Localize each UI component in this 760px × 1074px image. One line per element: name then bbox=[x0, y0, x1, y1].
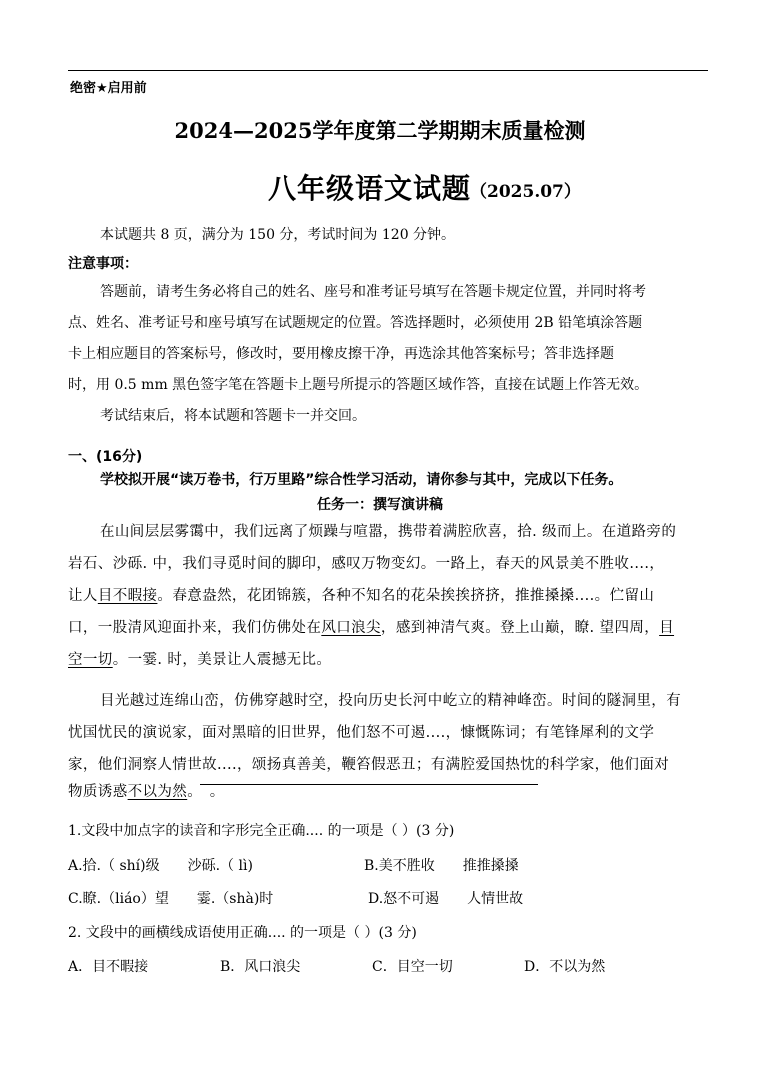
question-option: A.拾.（ shí)级 沙砾.（ lì) bbox=[68, 858, 253, 874]
essay-line: 在山间层层雾霭中，我们远离了烦躁与喧嚣，携带着满腔欣喜，拾. 级而上。在道路旁的 bbox=[100, 524, 677, 540]
question-option: B．风口浪尖 bbox=[220, 959, 301, 975]
essay-line: 家，他们洞察人情世故....，颂扬真善美，鞭笞假恶丑；有满腔爱国热忱的科学家，他们面对 bbox=[68, 757, 670, 773]
underlined-idiom: 目不暇接 bbox=[97, 588, 158, 604]
task-intro: 学校拟开展“读万卷书，行万里路”综合性学习活动，请你参与其中，完成以下任务。 bbox=[100, 472, 623, 488]
notice-line: 时，用 0.5 mm 黑色签字笔在答题卡上题号所提示的答题区域作答，直接在试题上作答无效。 bbox=[68, 377, 649, 393]
essay-line: 忧国忧民的演说家，面对黑暗的旧世界，他们怒不可遏....，慷慨陈词；有笔锋犀利的文学 bbox=[68, 725, 655, 741]
task-title: 任务一：撰写演讲稿 bbox=[317, 497, 443, 513]
essay-text: 物质诱惑 bbox=[68, 784, 128, 800]
question-option: C．目空一切 bbox=[372, 959, 453, 975]
question-stem: 1.文段中加点字的读音和字形完全正确.... 的一项是（ ）(3 分) bbox=[68, 823, 455, 839]
essay-text: 。 。 bbox=[187, 784, 225, 800]
notice-label: 注意事项： bbox=[68, 256, 138, 272]
question-option: D．不以为然 bbox=[524, 959, 606, 975]
notice-line: 卡上相应题目的答案标号，修改时，要用橡皮擦干净，再选涂其他答案标号；答非选择题 bbox=[68, 346, 614, 362]
essay-line: 岩石、沙砾. 中，我们寻觅时间的脚印，感叹万物变幻。一路上，春天的风景美不胜收....， bbox=[68, 556, 665, 572]
essay-text: 。春意盎然，花团锦簇，各种不知名的花朵挨挨挤挤，推推搡搡....。伫留山 bbox=[157, 588, 655, 604]
top-divider bbox=[68, 70, 708, 71]
notice-end-line: 考试结束后，将本试题和答题卡一并交回。 bbox=[100, 408, 366, 424]
question-option: B.美不胜收 推推搡搡 bbox=[364, 858, 519, 874]
underlined-idiom: 目 bbox=[659, 620, 675, 636]
notice-line: 答题前，请考生务必将自己的姓名、座号和准考证号填写在答题卡规定位置，并同时将考 bbox=[100, 284, 646, 300]
question-option: A．目不暇接 bbox=[68, 959, 149, 975]
exam-date: （2025.07） bbox=[470, 182, 581, 202]
essay-text: 让人 bbox=[68, 588, 98, 604]
section-heading: 一、(16分) bbox=[68, 449, 143, 465]
essay-line bbox=[68, 580, 654, 612]
essay-text: 。一霎. 时，美景让人震撼无比。 bbox=[112, 652, 332, 668]
underlined-idiom: 风口浪尖 bbox=[321, 620, 381, 636]
secret-label: 绝密★启用前 bbox=[70, 81, 147, 96]
essay-text: 口，一股清风迎面扑来，我们仿佛处在 bbox=[68, 620, 322, 636]
question-option: D.怒不可遏 人情世故 bbox=[368, 891, 524, 907]
intro-line: 本试题共 8 页，满分为 150 分，考试时间为 120 分钟。 bbox=[100, 227, 456, 243]
exam-subtitle: 八年级语文试题 bbox=[268, 172, 472, 205]
essay-line bbox=[68, 776, 225, 808]
essay-line bbox=[68, 612, 674, 644]
paragraph-end-rule bbox=[200, 784, 538, 785]
essay-text: ，感到神清气爽。登上山巅，瞭. 望四周， bbox=[380, 620, 660, 636]
question-option: C.瞭.（liáo）望 霎.（shà)时 bbox=[68, 891, 274, 907]
underlined-idiom: 空一切 bbox=[68, 652, 113, 668]
essay-line: 目光越过连绵山峦，仿佛穿越时空，投向历史长河中屹立的精神峰峦。时间的隧洞里，有 bbox=[100, 693, 682, 709]
question-stem: 2. 文段中的画横线成语使用正确.... 的一项是（ ）(3 分) bbox=[68, 925, 417, 941]
underlined-idiom: 不以为然 bbox=[127, 784, 188, 800]
essay-line bbox=[68, 644, 331, 676]
exam-title: 2024—2025学年度第二学期期末质量检测 bbox=[174, 118, 586, 143]
notice-line: 点、姓名、准考证号和座号填写在试题规定的位置。答选择题时，必须使用 2B 铅笔填涂答题 bbox=[68, 315, 643, 331]
